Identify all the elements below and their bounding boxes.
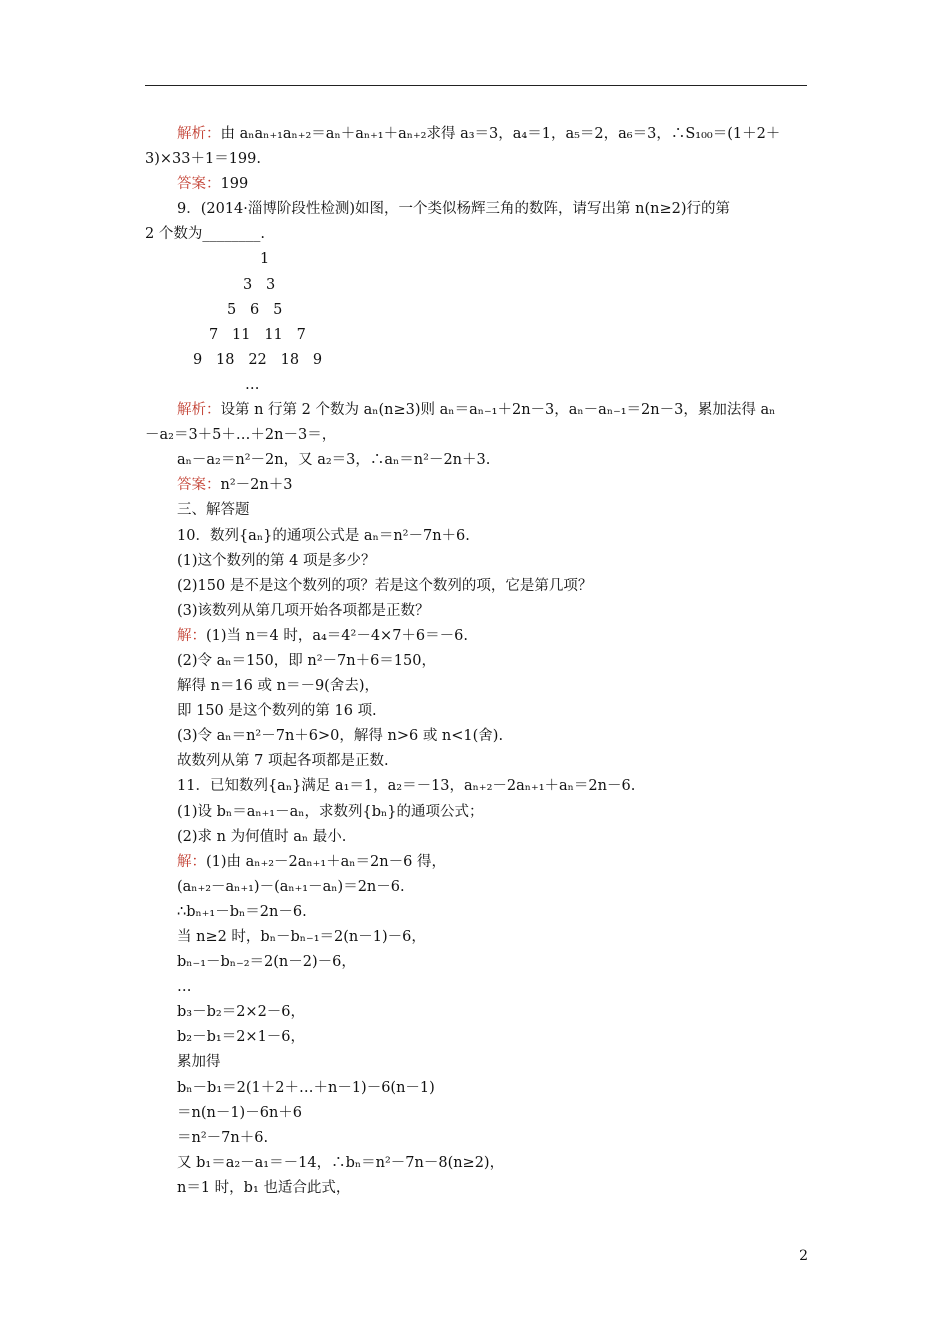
text-line (145, 574, 809, 599)
header-rule (145, 85, 807, 86)
line-text: －a₂＝3＋5＋…＋2n－3＝， (145, 427, 337, 444)
text-line (145, 423, 809, 448)
line-text: 11．已知数列{aₙ}满足 a₁＝1，a₂＝－13，aₙ₊₂－2aₙ₊₁＋aₙ＝2n－6. (177, 778, 636, 795)
number-triangle (145, 247, 809, 398)
text-line (145, 724, 809, 749)
page-content (145, 122, 809, 1201)
line-text: 三、解答题 (177, 502, 250, 519)
line-text: n²－2n＋3 (220, 477, 293, 494)
text-line (145, 749, 809, 774)
section-heading (145, 498, 809, 523)
line-label: 解： (177, 627, 206, 644)
line-text: 199 (220, 176, 249, 193)
text-line (145, 599, 809, 624)
line-text: (1)由 aₙ₊₂－2aₙ₊₁＋aₙ＝2n－6 得， (206, 853, 446, 870)
line-text: 故数列从第 7 项起各项都是正数. (177, 753, 389, 770)
line-text: (3)令 aₙ＝n²－7n＋6>0，解得 n>6 或 n<1(舍). (177, 728, 504, 745)
line-text: … (177, 979, 192, 996)
text-line (145, 850, 809, 875)
line-text: (1)当 n＝4 时，a₄＝4²－4×7＋6＝－6. (206, 627, 468, 644)
triangle-row: 5 6 5 (227, 301, 283, 318)
text-line (145, 222, 809, 247)
text-line (145, 1176, 809, 1201)
triangle-row: … (245, 376, 260, 393)
triangle-row: 1 (260, 251, 270, 268)
text-line (145, 1101, 809, 1126)
text-line (145, 699, 809, 724)
line-text: 解得 n＝16 或 n＝－9(舍去)， (177, 678, 379, 695)
line-text: aₙ－a₂＝n²－2n，又 a₂＝3，∴aₙ＝n²－2n＋3. (177, 452, 491, 469)
text-line (145, 800, 809, 825)
text-line (145, 473, 809, 498)
text-line (145, 674, 809, 699)
text-line (145, 925, 809, 950)
text-line (145, 1025, 809, 1050)
text-line (145, 1151, 809, 1176)
line-text: 3)×33＋1＝199. (145, 151, 261, 168)
page-number: 2 (799, 1248, 808, 1264)
text-line (145, 624, 809, 649)
line-text: n＝1 时，b₁ 也适合此式， (177, 1179, 351, 1196)
line-text: 设第 n 行第 2 个数为 aₙ(n≥3)则 aₙ＝aₙ₋₁＋2n－3，aₙ－aₙ₋₁＝2n－3，累加法得 aₙ (220, 402, 776, 419)
text-line (145, 172, 809, 197)
line-text: (2)150 是不是这个数列的项？若是这个数列的项，它是第几项？ (177, 577, 593, 594)
triangle-row: 9 18 22 18 9 (193, 351, 323, 368)
text-line (145, 398, 809, 423)
line-text: 即 150 是这个数列的第 16 项. (177, 703, 377, 720)
line-text: 2 个数为________. (145, 226, 265, 243)
text-line (145, 1126, 809, 1151)
line-text: ∴bₙ₊₁－bₙ＝2n－6. (177, 903, 307, 920)
text-line (145, 975, 809, 1000)
line-label: 解： (177, 853, 206, 870)
line-text: (2)令 aₙ＝150，即 n²－7n＋6＝150， (177, 652, 436, 669)
line-text: (1)设 bₙ＝aₙ₊₁－aₙ，求数列{bₙ}的通项公式； (177, 803, 484, 820)
text-line (145, 774, 809, 799)
line-label: 答案： (177, 477, 221, 494)
text-line (145, 147, 809, 172)
line-text: bₙ₋₁－bₙ₋₂＝2(n－2)－6， (177, 954, 356, 971)
text-line (145, 1050, 809, 1075)
line-text: 9．(2014·淄博阶段性检测)如图，一个类似杨辉三角的数阵，请写出第 n(n≥2)行的第 (177, 201, 731, 218)
line-text: 10．数列{aₙ}的通项公式是 aₙ＝n²－7n＋6. (177, 527, 470, 544)
text-line (145, 825, 809, 850)
text-line (145, 950, 809, 975)
line-text: 累加得 (177, 1054, 221, 1071)
line-text: b₂－b₁＝2×1－6， (177, 1029, 306, 1046)
text-line (145, 122, 809, 147)
line-text: (1)这个数列的第 4 项是多少？ (177, 552, 376, 569)
triangle-row: 7 11 11 7 (209, 326, 306, 343)
line-text: (2)求 n 为何值时 aₙ 最小. (177, 828, 347, 845)
text-line (145, 900, 809, 925)
line-label: 解析： (177, 402, 221, 419)
line-label: 答案： (177, 176, 221, 193)
line-text: (aₙ₊₂－aₙ₊₁)－(aₙ₊₁－aₙ)＝2n－6. (177, 878, 405, 895)
text-line (145, 649, 809, 674)
text-line (145, 875, 809, 900)
text-line (145, 1076, 809, 1101)
line-text: 由 aₙaₙ₊₁aₙ₊₂＝aₙ＋aₙ₊₁＋aₙ₊₂求得 a₃＝3，a₄＝1，a₅＝2，a₆＝3，∴S₁₀₀＝(1＋2＋ (220, 126, 781, 142)
text-line (145, 1000, 809, 1025)
line-text: b₃－b₂＝2×2－6， (177, 1004, 306, 1021)
line-text: ＝n²－7n＋6. (177, 1129, 269, 1146)
line-text: ＝n(n－1)－6n＋6 (177, 1104, 303, 1121)
triangle-row: 3 3 (243, 276, 276, 293)
line-text: (3)该数列从第几项开始各项都是正数？ (177, 602, 430, 619)
line-text: 又 b₁＝a₂－a₁＝－14，∴bₙ＝n²－7n－8(n≥2)， (177, 1154, 505, 1171)
text-line (145, 448, 809, 473)
line-text: 当 n≥2 时，bₙ－bₙ₋₁＝2(n－1)－6， (177, 929, 426, 945)
line-label: 解析： (177, 126, 221, 142)
text-line (145, 524, 809, 549)
line-text: bₙ－b₁＝2(1＋2＋…＋n－1)－6(n－1) (177, 1079, 435, 1096)
text-line (145, 549, 809, 574)
text-line (145, 197, 809, 222)
